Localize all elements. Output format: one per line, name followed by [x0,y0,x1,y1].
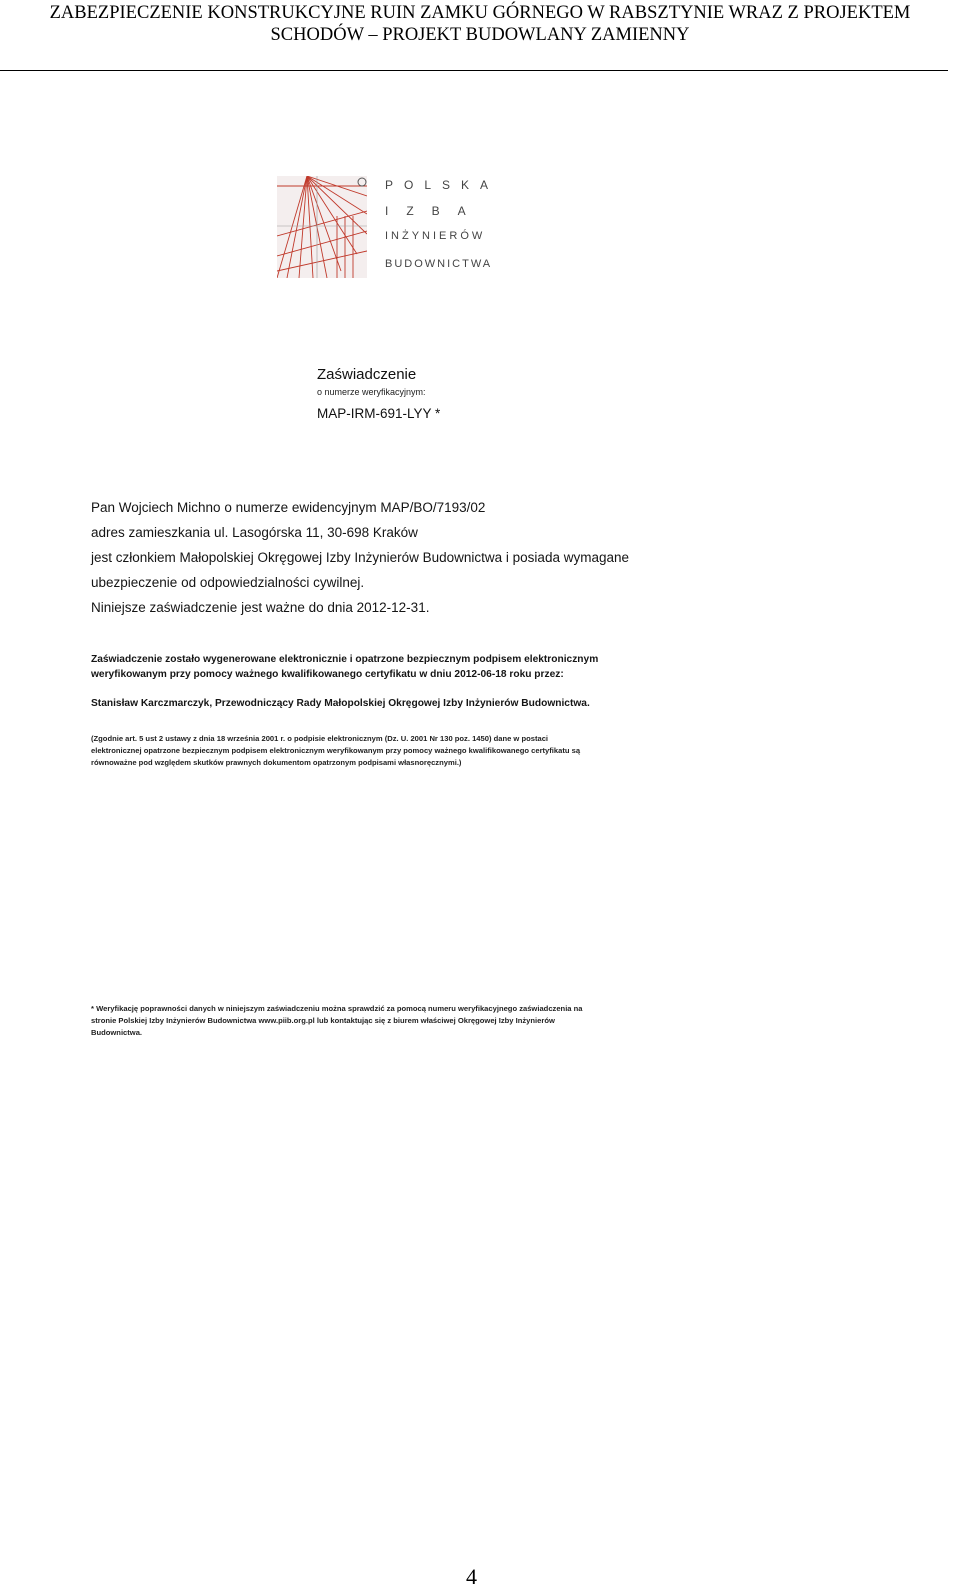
signature-line: Zaświadczenie zostało wygenerowane elektronicznie i opatrzone bezpiecznym podpisem elektronicznym [91,654,599,665]
header-line-1: ZABEZPIECZENIE KONSTRUKCYJNE RUIN ZAMKU GÓRNEGO W RABSZTYNIE WRAZ Z PROJEKTEM [49,3,911,23]
logo-line-4: BUDOWNICTWA [385,258,493,270]
body-line: Niniejsze zaświadczenie jest ważne do dnia 2012-12-31. [91,600,430,615]
page-header [0,2,960,46]
logo-line-3: INŻYNIERÓW [385,230,486,242]
signature-line: weryfikowanym przy pomocy ważnego kwalifikowanego certyfikatu w dniu 2012-06-18 roku przez: [91,669,564,680]
body-line: Pan Wojciech Michno o numerze ewidencyjnym MAP/BO/7193/02 [91,500,486,515]
certificate-title: Zaświadczenie [317,366,417,383]
legal-line: (Zgodnie art. 5 ust 2 ustawy z dnia 18 września 2001 r. o podpisie elektronicznym (Dz. U. 2001 Nr 130 poz. 1450) dane w postaci [91,734,549,743]
piib-logo-graphic-icon [277,176,367,278]
certificate-subtitle: o numerze weryfikacyjnym: [317,387,426,397]
certificate-body [91,495,691,620]
body-line: jest członkiem Małopolskiej Okręgowej Izby Inżynierów Budownictwa i posiada wymagane [91,550,629,565]
signature-statement [91,652,691,682]
certificate-heading [317,366,617,422]
logo-line-1: POLSKA [385,178,500,192]
legal-line: elektronicznej opatrzone bezpiecznym podpisem elektronicznym weryfikowanym przy pomocy ważnego kwalifikowanego certyfikatu są [91,746,581,755]
page-number: 4 [466,1564,477,1589]
body-line: adres zamieszkania ul. Lasogórska 11, 30-698 Kraków [91,525,418,540]
legal-note [91,733,691,769]
footnote-line: stronie Polskiej Izby Inżynierów Budownictwa www.piib.org.pl lub kontaktując się z biurem właściwej Okręgowej Izby Inżynierów [91,1016,555,1025]
header-divider [0,70,948,71]
legal-line: równoważne pod względem skutków prawnych dokumentom opatrzonym podpisami własnoręcznymi.) [91,758,462,767]
piib-logo [277,176,500,280]
logo-line-2: IZBA [385,204,484,218]
verification-code: MAP-IRM-691-LYY * [317,406,441,421]
footnote-line: * Weryfikację poprawności danych w niniejszym zaświadczeniu można sprawdzić za pomocą numeru weryfikacyjnego zaświadczenia na [91,1004,583,1013]
signer-name: Stanisław Karczmarczyk, Przewodniczący Rady Małopolskiej Okręgowej Izby Inżynierów Budownictwa. [91,698,590,709]
header-line-2: SCHODÓW – PROJEKT BUDOWLANY ZAMIENNY [270,25,690,45]
body-line: ubezpieczenie od odpowiedzialności cywilnej. [91,575,365,590]
footnote-line: Budownictwa. [91,1028,143,1037]
verification-footnote [91,1003,691,1039]
